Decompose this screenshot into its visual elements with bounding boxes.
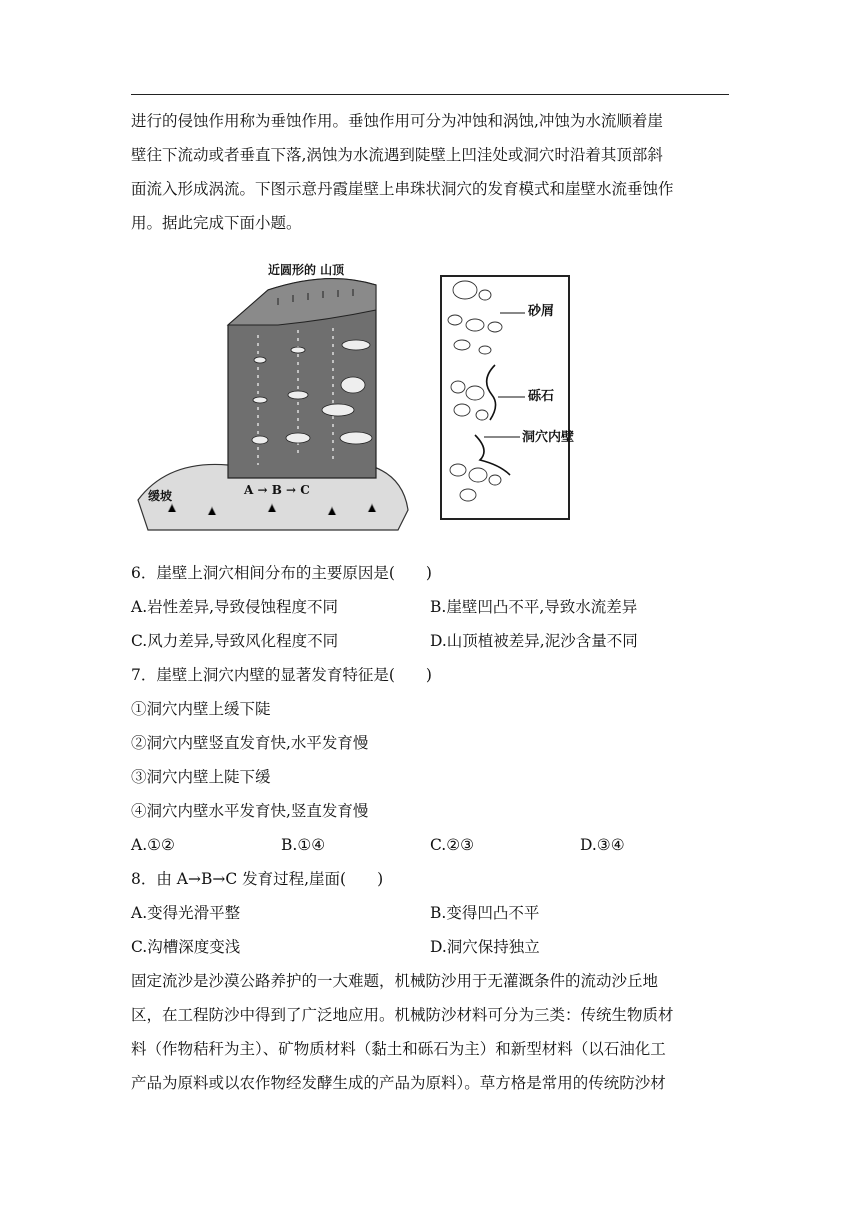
q7-option-a: A.①② — [131, 836, 175, 854]
passage2-line-4: 产品为原料或以农作物经发酵生成的产品为原料）。草方格是常用的传统防沙材 — [131, 1074, 666, 1092]
q8-option-a: A.变得光滑平整 — [131, 904, 241, 922]
q6-stem: 6．崖壁上洞穴相间分布的主要原因是( ) — [131, 564, 432, 582]
q7-statement-3: ③洞穴内壁上陡下缓 — [131, 768, 271, 786]
q7-option-c: C.②③ — [430, 836, 475, 854]
q6-option-d: D.山顶植被差异,泥沙含量不同 — [430, 632, 638, 650]
passage2-line-3: 料（作物秸秆为主）、矿物质材料（黏土和砾石为主）和新型材料（以石油化工 — [131, 1040, 666, 1058]
passage2-line-1: 固定流沙是沙漠公路养护的一大难题，机械防沙用于无灌溉条件的流动沙丘地 — [131, 972, 659, 990]
label-abc-sequence: A → B → C — [244, 483, 310, 497]
q7-statement-1: ①洞穴内壁上缓下陡 — [131, 700, 271, 718]
intro-line-1: 进行的侵蚀作用称为垂蚀作用。垂蚀作用可分为冲蚀和涡蚀,冲蚀为水流顺着崖 — [131, 112, 663, 130]
q6-option-b: B.崖壁凹凸不平,导致水流差异 — [430, 598, 638, 616]
label-round-top: 近圆形的 山顶 — [268, 263, 345, 277]
intro-line-4: 用。据此完成下面小题。 — [131, 214, 302, 232]
q7-stem: 7．崖壁上洞穴内壁的显著发育特征是( ) — [131, 666, 432, 684]
q7-statement-4: ④洞穴内壁水平发育快,竖直发育慢 — [131, 802, 369, 820]
q6-option-a: A.岩性差异,导致侵蚀程度不同 — [131, 598, 339, 616]
passage2-line-2: 区，在工程防沙中得到了广泛地应用。机械防沙材料可分为三类：传统生物质材 — [131, 1006, 674, 1024]
label-sand-debris: 砂屑 — [528, 304, 555, 319]
q8-option-b: B.变得凹凸不平 — [430, 904, 540, 922]
q7-statement-2: ②洞穴内壁竖直发育快,水平发育慢 — [131, 734, 369, 752]
label-cave-inner-wall: 洞穴内壁 — [522, 430, 575, 445]
intro-line-3: 面流入形成涡流。下图示意丹霞崖壁上串珠状洞穴的发育模式和崖壁水流垂蚀作 — [131, 180, 674, 198]
q6-option-c: C.风力差异,导致风化程度不同 — [131, 632, 339, 650]
q7-option-b: B.①④ — [281, 836, 326, 854]
header-rule — [131, 94, 729, 95]
q8-option-d: D.洞穴保持独立 — [430, 938, 540, 956]
label-gentle-slope: 缓坡 — [148, 489, 173, 503]
intro-line-2: 壁往下流动或者垂直下落,涡蚀为水流遇到陡壁上凹洼处或洞穴时沿着其顶部斜 — [131, 146, 663, 164]
q7-option-d: D.③④ — [580, 836, 625, 854]
q8-option-c: C.沟槽深度变浅 — [131, 938, 241, 956]
label-gravel: 砾石 — [528, 389, 555, 404]
q8-stem: 8．由 A→B→C 发育过程,崖面( ) — [131, 870, 384, 888]
